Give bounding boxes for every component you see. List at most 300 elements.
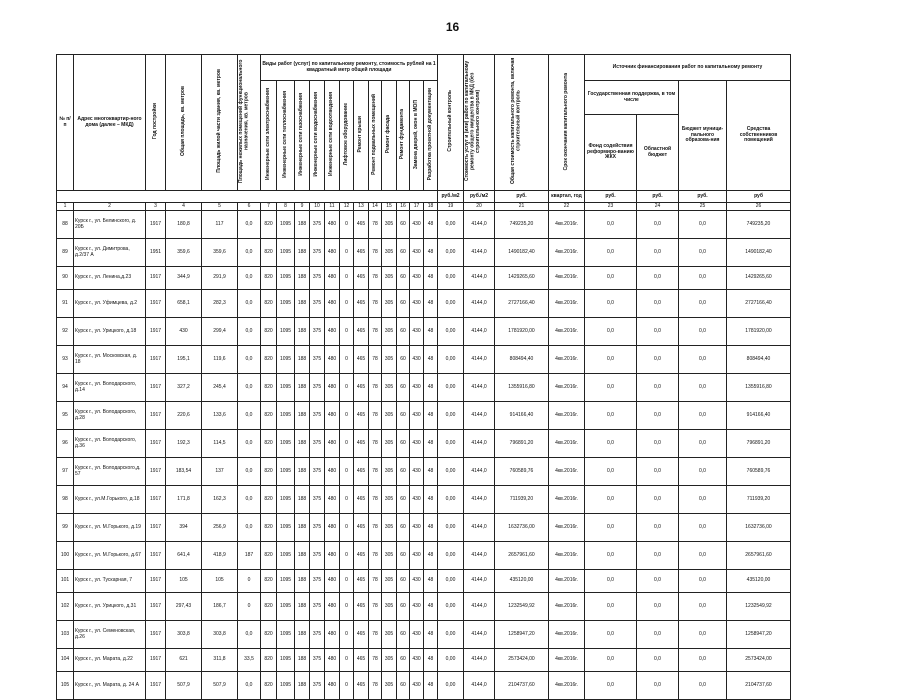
row-work-cost: 305 bbox=[382, 593, 397, 621]
header-work-10: Ремонт фундамента bbox=[397, 81, 410, 191]
row-total-area: 344,9 bbox=[166, 267, 202, 290]
row-construction-control: 0,00 bbox=[438, 514, 464, 542]
row-work-cost: 430 bbox=[410, 649, 424, 672]
row-work-cost: 465 bbox=[354, 290, 369, 318]
row-total-cost: 1429265,60 bbox=[495, 267, 549, 290]
row-fund: 0,0 bbox=[585, 593, 637, 621]
row-work-cost: 1095 bbox=[277, 458, 295, 486]
row-work-cost: 820 bbox=[261, 542, 277, 570]
row-owners: 2573424,00 bbox=[727, 649, 791, 672]
row-nonres-area: 187 bbox=[238, 542, 261, 570]
row-work-cost: 465 bbox=[354, 402, 369, 430]
row-work-cost: 465 bbox=[354, 211, 369, 239]
row-fund: 0,0 bbox=[585, 374, 637, 402]
table-body bbox=[57, 211, 791, 700]
row-regional: 0,0 bbox=[637, 486, 679, 514]
row-nonres-area: 0,0 bbox=[238, 621, 261, 649]
row-work-cost: 480 bbox=[325, 458, 340, 486]
row-work-cost: 188 bbox=[295, 211, 310, 239]
row-work-cost: 48 bbox=[424, 318, 438, 346]
row-work-cost: 48 bbox=[424, 649, 438, 672]
row-construction-control: 0,00 bbox=[438, 374, 464, 402]
row-total-area: 303,8 bbox=[166, 621, 202, 649]
row-construction-control: 0,00 bbox=[438, 672, 464, 700]
row-work-cost: 188 bbox=[295, 374, 310, 402]
row-nonres-area: 0 bbox=[238, 593, 261, 621]
row-total-area: 394 bbox=[166, 514, 202, 542]
row-work-cost: 465 bbox=[354, 346, 369, 374]
row-work-cost: 1095 bbox=[277, 374, 295, 402]
row-work-cost: 78 bbox=[369, 672, 382, 700]
row-work-cost: 430 bbox=[410, 593, 424, 621]
row-deadline: 4кв.2016г. bbox=[549, 649, 585, 672]
column-number: 1 bbox=[57, 203, 74, 211]
column-number: 15 bbox=[382, 203, 397, 211]
row-construction-control: 0,00 bbox=[438, 346, 464, 374]
row-deadline: 4кв.2016г. bbox=[549, 402, 585, 430]
row-work-cost: 1095 bbox=[277, 570, 295, 593]
row-work-cost: 305 bbox=[382, 267, 397, 290]
row-total-cost: 1258947,20 bbox=[495, 621, 549, 649]
row-work-cost: 1095 bbox=[277, 672, 295, 700]
header-work-12: Разработка проектной документации bbox=[424, 81, 438, 191]
row-fund: 0,0 bbox=[585, 570, 637, 593]
row-total-area: 327,2 bbox=[166, 374, 202, 402]
row-work-cost: 48 bbox=[424, 374, 438, 402]
header-work-6: Лифтовое оборудование bbox=[340, 81, 354, 191]
row-work-cost: 820 bbox=[261, 402, 277, 430]
column-number: 20 bbox=[464, 203, 495, 211]
row-work-cost: 480 bbox=[325, 672, 340, 700]
header-living-area: Площадь жилой части здания, кв. метров bbox=[202, 55, 238, 191]
row-year: 1917 bbox=[146, 374, 166, 402]
row-address: Курск г., ул. Володарского,д. 57 bbox=[74, 458, 146, 486]
unit-municipal: руб. bbox=[679, 191, 727, 203]
row-cost-per-m2: 4144,0 bbox=[464, 649, 495, 672]
row-work-cost: 375 bbox=[310, 486, 325, 514]
row-address: Курск г., ул. Марата, д.22 bbox=[74, 649, 146, 672]
row-work-cost: 1095 bbox=[277, 593, 295, 621]
row-municipal: 0,0 bbox=[679, 374, 727, 402]
row-work-cost: 375 bbox=[310, 649, 325, 672]
row-total-cost: 1781920,00 bbox=[495, 318, 549, 346]
row-living-area: 359,6 bbox=[202, 239, 238, 267]
row-year: 1917 bbox=[146, 211, 166, 239]
row-work-cost: 375 bbox=[310, 402, 325, 430]
table-row bbox=[57, 239, 791, 267]
row-work-cost: 305 bbox=[382, 211, 397, 239]
row-regional: 0,0 bbox=[637, 402, 679, 430]
row-total-area: 658,1 bbox=[166, 290, 202, 318]
table-row bbox=[57, 458, 791, 486]
header-work-8: Ремонт подвальных помещений bbox=[369, 81, 382, 191]
unit-cpm: руб./м2 bbox=[464, 191, 495, 203]
row-work-cost: 188 bbox=[295, 318, 310, 346]
row-cost-per-m2: 4144,0 bbox=[464, 346, 495, 374]
row-work-cost: 1095 bbox=[277, 267, 295, 290]
row-living-area: 245,4 bbox=[202, 374, 238, 402]
row-year: 1917 bbox=[146, 649, 166, 672]
row-work-cost: 188 bbox=[295, 649, 310, 672]
row-work-cost: 305 bbox=[382, 672, 397, 700]
row-living-area: 311,8 bbox=[202, 649, 238, 672]
row-work-cost: 60 bbox=[397, 672, 410, 700]
column-number: 18 bbox=[424, 203, 438, 211]
row-total-area: 171,8 bbox=[166, 486, 202, 514]
row-work-cost: 1095 bbox=[277, 542, 295, 570]
row-construction-control: 0,00 bbox=[438, 621, 464, 649]
row-total-cost: 2727166,40 bbox=[495, 290, 549, 318]
row-owners: 1355916,80 bbox=[727, 374, 791, 402]
row-construction-control: 0,00 bbox=[438, 649, 464, 672]
row-work-cost: 188 bbox=[295, 570, 310, 593]
row-work-cost: 480 bbox=[325, 211, 340, 239]
row-work-cost: 305 bbox=[382, 430, 397, 458]
row-deadline: 4кв.2016г. bbox=[549, 672, 585, 700]
row-address: Курск г., ул. Урицкого, д.31 bbox=[74, 593, 146, 621]
row-work-cost: 188 bbox=[295, 346, 310, 374]
row-cost-per-m2: 4144,0 bbox=[464, 458, 495, 486]
row-work-cost: 480 bbox=[325, 542, 340, 570]
row-work-cost: 0 bbox=[340, 593, 354, 621]
row-regional: 0,0 bbox=[637, 570, 679, 593]
table-row bbox=[57, 374, 791, 402]
column-number: 22 bbox=[549, 203, 585, 211]
row-construction-control: 0,00 bbox=[438, 211, 464, 239]
header-owners: Средства собственников помещений bbox=[727, 81, 791, 191]
row-municipal: 0,0 bbox=[679, 649, 727, 672]
row-work-cost: 0 bbox=[340, 621, 354, 649]
header-work-5: Инженерные сети водоотведения bbox=[325, 81, 340, 191]
row-work-cost: 430 bbox=[410, 542, 424, 570]
row-work-cost: 60 bbox=[397, 267, 410, 290]
row-work-cost: 465 bbox=[354, 542, 369, 570]
row-work-cost: 0 bbox=[340, 374, 354, 402]
row-living-area: 282,3 bbox=[202, 290, 238, 318]
column-number: 23 bbox=[585, 203, 637, 211]
row-work-cost: 48 bbox=[424, 542, 438, 570]
row-municipal: 0,0 bbox=[679, 570, 727, 593]
row-nonres-area: 0,0 bbox=[238, 290, 261, 318]
row-work-cost: 305 bbox=[382, 458, 397, 486]
header-fund: Фонд содействия реформиро-ванию ЖКХ bbox=[585, 115, 637, 191]
row-living-area: 119,6 bbox=[202, 346, 238, 374]
row-work-cost: 60 bbox=[397, 374, 410, 402]
row-work-cost: 465 bbox=[354, 672, 369, 700]
row-work-cost: 375 bbox=[310, 318, 325, 346]
row-work-cost: 465 bbox=[354, 267, 369, 290]
row-owners: 1781920,00 bbox=[727, 318, 791, 346]
table-row bbox=[57, 346, 791, 374]
row-address: Курск г., ул. Уфимцева, д.2 bbox=[74, 290, 146, 318]
row-work-cost: 820 bbox=[261, 346, 277, 374]
row-work-cost: 465 bbox=[354, 486, 369, 514]
header-total-cost: Общая стоимость капитального ремонта, включая строительный контроль bbox=[495, 55, 549, 191]
row-work-cost: 820 bbox=[261, 570, 277, 593]
row-cost-per-m2: 4144,0 bbox=[464, 514, 495, 542]
row-work-cost: 305 bbox=[382, 290, 397, 318]
row-work-cost: 48 bbox=[424, 346, 438, 374]
row-living-area: 507,9 bbox=[202, 672, 238, 700]
row-work-cost: 78 bbox=[369, 239, 382, 267]
row-year: 1917 bbox=[146, 542, 166, 570]
row-deadline: 4кв.2016г. bbox=[549, 374, 585, 402]
row-work-cost: 375 bbox=[310, 374, 325, 402]
row-municipal: 0,0 bbox=[679, 542, 727, 570]
row-work-cost: 48 bbox=[424, 593, 438, 621]
row-fund: 0,0 bbox=[585, 542, 637, 570]
row-work-cost: 305 bbox=[382, 542, 397, 570]
row-address: Курск г., ул. Семеновская, д.26 bbox=[74, 621, 146, 649]
row-work-cost: 0 bbox=[340, 239, 354, 267]
row-living-area: 299,4 bbox=[202, 318, 238, 346]
row-work-cost: 465 bbox=[354, 649, 369, 672]
row-nonres-area: 0,0 bbox=[238, 430, 261, 458]
row-work-cost: 60 bbox=[397, 211, 410, 239]
header-work-9: Ремонт фасада bbox=[382, 81, 397, 191]
row-nonres-area: 0 bbox=[238, 570, 261, 593]
row-number: 95 bbox=[57, 402, 74, 430]
unit-deadline: квартал, год bbox=[549, 191, 585, 203]
row-work-cost: 430 bbox=[410, 486, 424, 514]
row-regional: 0,0 bbox=[637, 430, 679, 458]
row-work-cost: 480 bbox=[325, 346, 340, 374]
row-number: 88 bbox=[57, 211, 74, 239]
column-number: 16 bbox=[397, 203, 410, 211]
row-address: Курск г., ул. Володарского, д.36 bbox=[74, 430, 146, 458]
row-fund: 0,0 bbox=[585, 267, 637, 290]
row-work-cost: 188 bbox=[295, 486, 310, 514]
row-number: 101 bbox=[57, 570, 74, 593]
row-number: 94 bbox=[57, 374, 74, 402]
row-nonres-area: 0,0 bbox=[238, 374, 261, 402]
row-total-cost: 760589,76 bbox=[495, 458, 549, 486]
row-work-cost: 1095 bbox=[277, 239, 295, 267]
row-cost-per-m2: 4144,0 bbox=[464, 570, 495, 593]
row-living-area: 303,8 bbox=[202, 621, 238, 649]
row-work-cost: 78 bbox=[369, 542, 382, 570]
row-fund: 0,0 bbox=[585, 211, 637, 239]
unit-regional: руб. bbox=[637, 191, 679, 203]
row-work-cost: 430 bbox=[410, 514, 424, 542]
row-number: 102 bbox=[57, 593, 74, 621]
row-work-cost: 48 bbox=[424, 290, 438, 318]
row-municipal: 0,0 bbox=[679, 458, 727, 486]
row-cost-per-m2: 4144,0 bbox=[464, 430, 495, 458]
row-owners: 808494,40 bbox=[727, 346, 791, 374]
row-work-cost: 78 bbox=[369, 318, 382, 346]
row-municipal: 0,0 bbox=[679, 239, 727, 267]
row-deadline: 4кв.2016г. bbox=[549, 593, 585, 621]
row-work-cost: 48 bbox=[424, 239, 438, 267]
row-work-cost: 0 bbox=[340, 486, 354, 514]
row-work-cost: 60 bbox=[397, 486, 410, 514]
row-deadline: 4кв.2016г. bbox=[549, 267, 585, 290]
row-work-cost: 0 bbox=[340, 458, 354, 486]
row-work-cost: 48 bbox=[424, 621, 438, 649]
row-total-area: 359,6 bbox=[166, 239, 202, 267]
row-deadline: 4кв.2016г. bbox=[549, 514, 585, 542]
row-work-cost: 48 bbox=[424, 458, 438, 486]
row-construction-control: 0,00 bbox=[438, 239, 464, 267]
row-work-cost: 820 bbox=[261, 486, 277, 514]
row-total-cost: 796891,20 bbox=[495, 430, 549, 458]
row-nonres-area: 0,0 bbox=[238, 514, 261, 542]
header-construction-control: Строительный контроль bbox=[438, 55, 464, 191]
row-work-cost: 430 bbox=[410, 570, 424, 593]
table-row bbox=[57, 318, 791, 346]
column-number: 11 bbox=[325, 203, 340, 211]
row-total-area: 183,54 bbox=[166, 458, 202, 486]
row-work-cost: 1095 bbox=[277, 318, 295, 346]
row-total-area: 507,9 bbox=[166, 672, 202, 700]
column-number: 8 bbox=[277, 203, 295, 211]
row-regional: 0,0 bbox=[637, 290, 679, 318]
row-work-cost: 375 bbox=[310, 211, 325, 239]
column-number: 4 bbox=[166, 203, 202, 211]
header-cost-per-m2: Стоимость услуг и (или) работ по капитальному ремонту общего имущества в МКД (без строительного контроля) bbox=[464, 55, 495, 191]
row-work-cost: 0 bbox=[340, 267, 354, 290]
row-owners: 749235,20 bbox=[727, 211, 791, 239]
row-work-cost: 375 bbox=[310, 514, 325, 542]
row-municipal: 0,0 bbox=[679, 402, 727, 430]
row-address: Курск г., ул. Белинского, д. 20Б bbox=[74, 211, 146, 239]
row-work-cost: 60 bbox=[397, 346, 410, 374]
row-deadline: 4кв.2016г. bbox=[549, 211, 585, 239]
row-living-area: 133,6 bbox=[202, 402, 238, 430]
row-deadline: 4кв.2016г. bbox=[549, 621, 585, 649]
row-work-cost: 430 bbox=[410, 211, 424, 239]
table-row bbox=[57, 290, 791, 318]
row-work-cost: 1095 bbox=[277, 486, 295, 514]
row-work-cost: 1095 bbox=[277, 649, 295, 672]
row-work-cost: 0 bbox=[340, 649, 354, 672]
row-deadline: 4кв.2016г. bbox=[549, 542, 585, 570]
row-construction-control: 0,00 bbox=[438, 430, 464, 458]
row-regional: 0,0 bbox=[637, 514, 679, 542]
row-nonres-area: 0,0 bbox=[238, 672, 261, 700]
row-work-cost: 1095 bbox=[277, 514, 295, 542]
row-owners: 2727166,40 bbox=[727, 290, 791, 318]
row-fund: 0,0 bbox=[585, 486, 637, 514]
header-nonres-area: Площадь нежилых помещений функционального назначения, кв. метров bbox=[238, 55, 261, 191]
row-work-cost: 78 bbox=[369, 593, 382, 621]
row-regional: 0,0 bbox=[637, 458, 679, 486]
row-total-area: 430 bbox=[166, 318, 202, 346]
row-deadline: 4кв.2016г. bbox=[549, 290, 585, 318]
row-year: 1917 bbox=[146, 318, 166, 346]
row-regional: 0,0 bbox=[637, 542, 679, 570]
row-owners: 2657961,60 bbox=[727, 542, 791, 570]
row-total-cost: 2573424,00 bbox=[495, 649, 549, 672]
row-work-cost: 78 bbox=[369, 649, 382, 672]
row-work-cost: 375 bbox=[310, 346, 325, 374]
row-work-cost: 465 bbox=[354, 621, 369, 649]
row-work-cost: 820 bbox=[261, 430, 277, 458]
column-numbers-row bbox=[57, 203, 791, 211]
row-work-cost: 60 bbox=[397, 430, 410, 458]
header-work-11: Замена дверей, окон в МОП bbox=[410, 81, 424, 191]
unit-total: руб. bbox=[495, 191, 549, 203]
row-address: Курск г., ул. Московская, д. 18 bbox=[74, 346, 146, 374]
row-regional: 0,0 bbox=[637, 267, 679, 290]
header-state-support: Государственная поддержка, в том числе bbox=[585, 81, 679, 115]
row-owners: 796891,20 bbox=[727, 430, 791, 458]
row-work-cost: 1095 bbox=[277, 290, 295, 318]
row-total-cost: 1632736,00 bbox=[495, 514, 549, 542]
row-work-cost: 430 bbox=[410, 672, 424, 700]
row-year: 1917 bbox=[146, 570, 166, 593]
row-work-cost: 188 bbox=[295, 621, 310, 649]
header-works-group: Виды работ (услуг) по капитальному ремонту, стоимость рублей на 1 квадратный метр общей площади bbox=[261, 55, 438, 81]
column-number: 21 bbox=[495, 203, 549, 211]
row-municipal: 0,0 bbox=[679, 290, 727, 318]
row-work-cost: 0 bbox=[340, 402, 354, 430]
row-regional: 0,0 bbox=[637, 374, 679, 402]
row-total-cost: 1490182,40 bbox=[495, 239, 549, 267]
row-work-cost: 820 bbox=[261, 672, 277, 700]
row-work-cost: 188 bbox=[295, 593, 310, 621]
row-year: 1951 bbox=[146, 239, 166, 267]
row-work-cost: 820 bbox=[261, 267, 277, 290]
row-work-cost: 188 bbox=[295, 402, 310, 430]
row-work-cost: 60 bbox=[397, 290, 410, 318]
row-work-cost: 1095 bbox=[277, 402, 295, 430]
row-living-area: 105 bbox=[202, 570, 238, 593]
header-address: Адрес многоквартир-ного дома (далее – МКД) bbox=[74, 55, 146, 191]
row-work-cost: 188 bbox=[295, 458, 310, 486]
row-total-cost: 808494,40 bbox=[495, 346, 549, 374]
row-fund: 0,0 bbox=[585, 672, 637, 700]
unit-owners: руб bbox=[727, 191, 791, 203]
row-address: Курск г., ул. М.Горького, д.67 bbox=[74, 542, 146, 570]
row-owners: 1490182,40 bbox=[727, 239, 791, 267]
row-work-cost: 188 bbox=[295, 239, 310, 267]
column-number: 24 bbox=[637, 203, 679, 211]
column-number: 25 bbox=[679, 203, 727, 211]
row-address: Курск г., ул. Володарского, д.28 bbox=[74, 402, 146, 430]
row-total-cost: 914166,40 bbox=[495, 402, 549, 430]
row-total-cost: 1232549,92 bbox=[495, 593, 549, 621]
row-fund: 0,0 bbox=[585, 318, 637, 346]
table-row bbox=[57, 514, 791, 542]
row-work-cost: 1095 bbox=[277, 346, 295, 374]
row-cost-per-m2: 4144,0 bbox=[464, 318, 495, 346]
row-address: Курск г., ул. М.Горького, д.19 bbox=[74, 514, 146, 542]
row-construction-control: 0,00 bbox=[438, 593, 464, 621]
row-number: 92 bbox=[57, 318, 74, 346]
row-municipal: 0,0 bbox=[679, 514, 727, 542]
row-work-cost: 430 bbox=[410, 346, 424, 374]
row-living-area: 256,9 bbox=[202, 514, 238, 542]
row-work-cost: 375 bbox=[310, 290, 325, 318]
row-work-cost: 465 bbox=[354, 374, 369, 402]
row-work-cost: 188 bbox=[295, 290, 310, 318]
row-regional: 0,0 bbox=[637, 318, 679, 346]
row-owners: 2104737,60 bbox=[727, 672, 791, 700]
column-number: 13 bbox=[354, 203, 369, 211]
row-year: 1917 bbox=[146, 486, 166, 514]
row-address: Курск г., ул. Тускарная, 7 bbox=[74, 570, 146, 593]
row-work-cost: 0 bbox=[340, 290, 354, 318]
row-work-cost: 480 bbox=[325, 430, 340, 458]
row-total-cost: 2104737,60 bbox=[495, 672, 549, 700]
row-year: 1917 bbox=[146, 290, 166, 318]
row-work-cost: 305 bbox=[382, 514, 397, 542]
table-row bbox=[57, 570, 791, 593]
header-year-built: Год постройки bbox=[146, 55, 166, 191]
table-row bbox=[57, 593, 791, 621]
